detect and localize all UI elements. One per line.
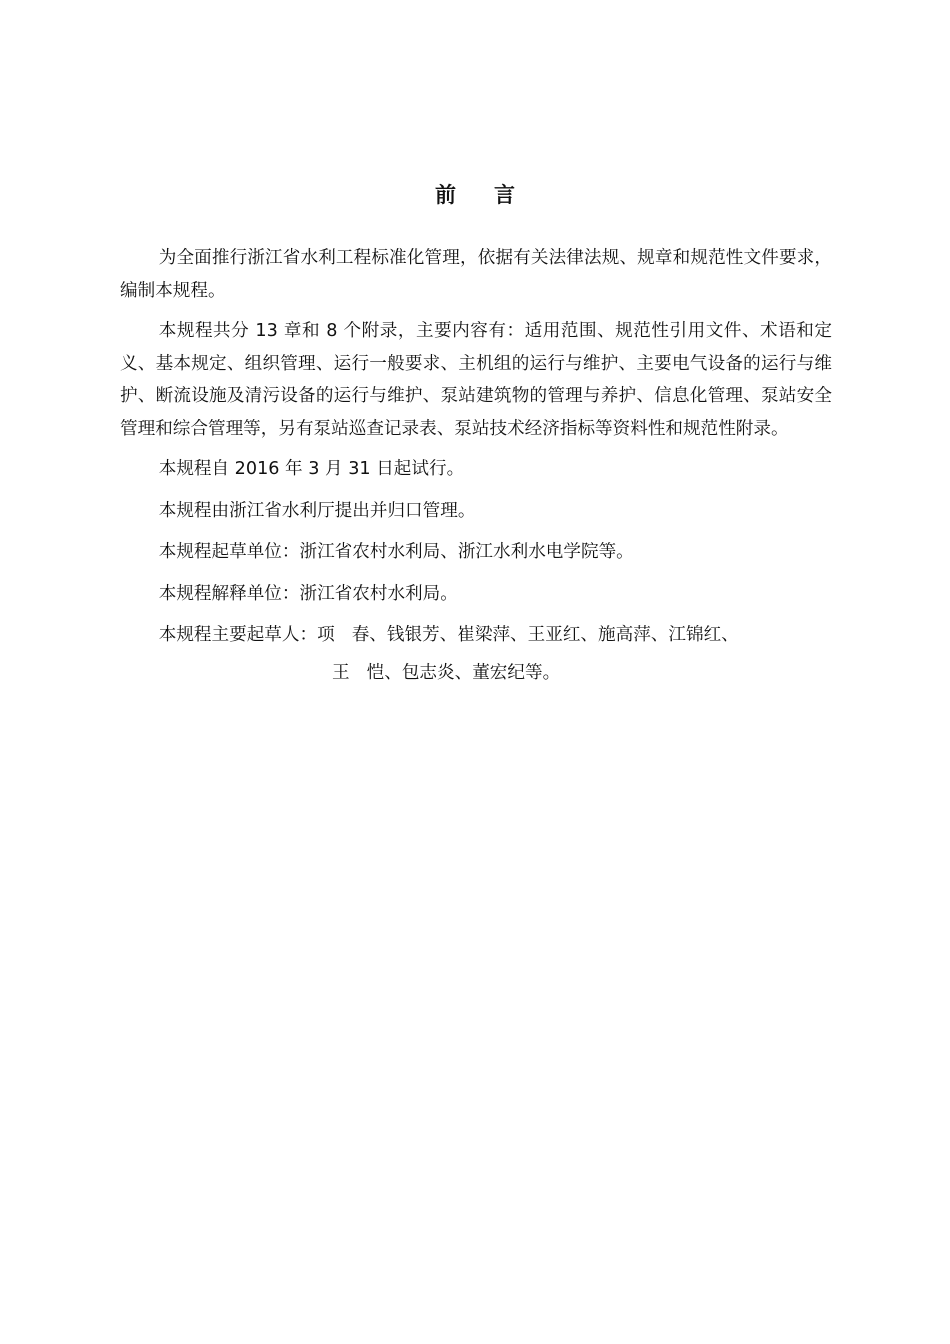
paragraph-drafting-units: 本规程起草单位：浙江省农村水利局、浙江水利水电学院等。 xyxy=(158,542,634,562)
paragraph-authority: 本规程由浙江省水利厅提出并归口管理。 xyxy=(158,500,476,521)
drafter-name-second-a: 王 xyxy=(332,662,350,683)
page-title: 前言 xyxy=(435,183,553,207)
drafters-label: 本规程主要起草人： xyxy=(158,625,318,645)
drafters-line-2 xyxy=(120,657,832,690)
drafter-names-rest-2: 、包志炎、董宏纪等。 xyxy=(384,662,561,683)
paragraph-contents: 本规程共分 13 章和 8 个附录，主要内容有：适用范围、规范性引用文件、术语和定义、基本规定、组织管理、运行一般要求、主机组的运行与维护、主要电气设备的运行与维护、断流设施及清污设备的运行与维护、泵站建筑物的管理与养护、信息化管理、泵站安全管理和综合管理等，另有泵站巡查记录表、泵站技术经济指标等资料性和规范性附录。 xyxy=(120,321,832,439)
drafters-line-1 xyxy=(120,619,832,652)
drafter-name-second-b: 恺 xyxy=(366,662,385,683)
foreword-body xyxy=(120,242,832,689)
paragraph-effective-date: 本规程自 2016 年 3 月 31 日起试行。 xyxy=(158,459,465,479)
drafter-names-rest-1: 、钱银芳、崔梁萍、王亚红、施高萍、江锦红、 xyxy=(369,625,739,645)
drafter-name-first-b: 春 xyxy=(351,625,370,645)
drafter-name-first-a: 项 xyxy=(317,625,335,645)
paragraph-purpose: 为全面推行浙江省水利工程标准化管理，依据有关法律法规、规章和规范性文件要求，编制本规程。 xyxy=(120,248,832,301)
paragraph-interpreting-unit: 本规程解释单位：浙江省农村水利局。 xyxy=(158,583,458,604)
